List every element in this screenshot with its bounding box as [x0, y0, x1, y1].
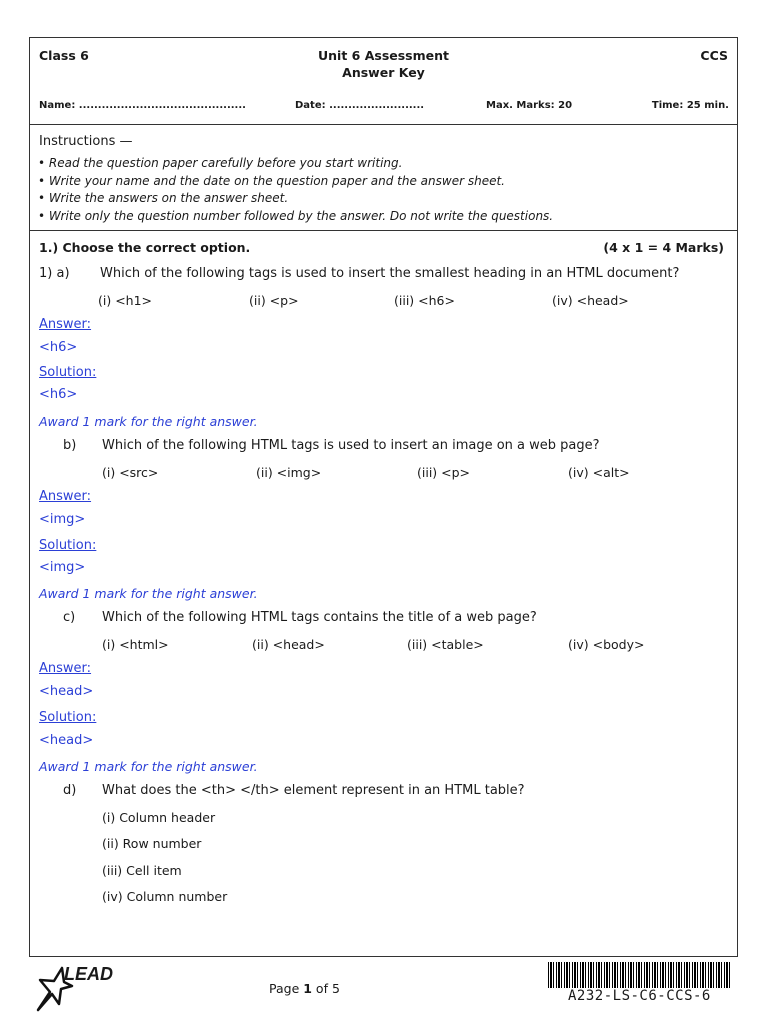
max-marks: Max. Marks: 20 — [486, 100, 573, 111]
answer-label: Answer: — [39, 489, 92, 504]
logo-text: LEAD — [64, 964, 113, 984]
solution-value: <h6> — [39, 387, 78, 402]
solution-value: <img> — [39, 560, 86, 575]
option: (iv) Column number — [102, 889, 228, 904]
page-current: 1 — [303, 981, 312, 996]
instruction-item: • Write only the question number followed by the answer. Do not write the questions. — [38, 209, 554, 223]
option: (iii) <table> — [407, 637, 484, 652]
barcode — [548, 962, 732, 988]
answer-key-title: Answer Key — [342, 65, 425, 80]
award-note: Award 1 mark for the right answer. — [39, 586, 258, 601]
option: (i) <html> — [102, 637, 169, 652]
question-text: Which of the following tags is used to insert the smallest heading in an HTML document? — [100, 266, 680, 281]
answer-value: <head> — [39, 684, 94, 699]
solution-label: Solution: — [39, 538, 97, 553]
question-text: Which of the following HTML tags contains the title of a web page? — [102, 610, 537, 625]
instructions — [30, 124, 737, 231]
question-number: d) — [63, 783, 77, 798]
instruction-item: • Read the question paper carefully before you start writing. — [38, 156, 403, 170]
class-label: Class 6 — [39, 48, 89, 63]
time-label: Time: 25 min. — [651, 100, 729, 111]
subject-label: CCS — [700, 48, 728, 63]
page-total: of 5 — [311, 981, 340, 996]
option: (iii) <p> — [417, 465, 471, 480]
option: (iv) <head> — [552, 293, 629, 308]
question-text: What does the <th> </th> element represent in an HTML table? — [102, 783, 525, 798]
page-frame — [29, 37, 738, 957]
option: (iv) <body> — [568, 637, 645, 652]
option: (ii) <head> — [252, 637, 325, 652]
question-number: 1) a) — [39, 266, 70, 281]
question-number: b) — [63, 438, 77, 453]
award-note: Award 1 mark for the right answer. — [39, 414, 258, 429]
instruction-item: • Write the answers on the answer sheet. — [38, 191, 289, 205]
award-note: Award 1 mark for the right answer. — [39, 759, 258, 774]
option: (iii) <h6> — [394, 293, 455, 308]
option: (ii) <p> — [249, 293, 299, 308]
option: (i) Column header — [102, 810, 216, 825]
option: (ii) <img> — [256, 465, 322, 480]
solution-label: Solution: — [39, 365, 97, 380]
answer-label: Answer: — [39, 317, 92, 332]
section-marks: (4 x 1 = 4 Marks) — [603, 240, 724, 255]
lead-logo — [34, 962, 134, 1014]
solution-value: <head> — [39, 733, 94, 748]
section-title: 1.) Choose the correct option. — [39, 240, 251, 255]
question-text: Which of the following HTML tags is used to insert an image on a web page? — [102, 438, 600, 453]
option: (i) <src> — [102, 465, 159, 480]
date-field: Date: ......................... — [295, 100, 425, 111]
option: (ii) Row number — [102, 836, 202, 851]
question-number: c) — [63, 610, 76, 625]
name-field: Name: ............................................ — [39, 100, 246, 111]
answer-value: <h6> — [39, 340, 78, 355]
instruction-item: • Write your name and the date on the question paper and the answer sheet. — [38, 174, 505, 188]
footer — [0, 958, 768, 1024]
solution-label: Solution: — [39, 710, 97, 725]
page-prefix: Page — [269, 981, 304, 996]
option: (iii) Cell item — [102, 863, 182, 878]
option: (i) <h1> — [98, 293, 153, 308]
answer-label: Answer: — [39, 661, 92, 676]
instructions-title: Instructions — — [39, 134, 133, 149]
document-code: A232-LS-C6-CCS-6 — [568, 988, 711, 1004]
answer-value: <img> — [39, 512, 86, 527]
assessment-title: Unit 6 Assessment — [318, 48, 449, 63]
header — [30, 38, 737, 125]
option: (iv) <alt> — [568, 465, 630, 480]
page-number — [269, 981, 340, 996]
